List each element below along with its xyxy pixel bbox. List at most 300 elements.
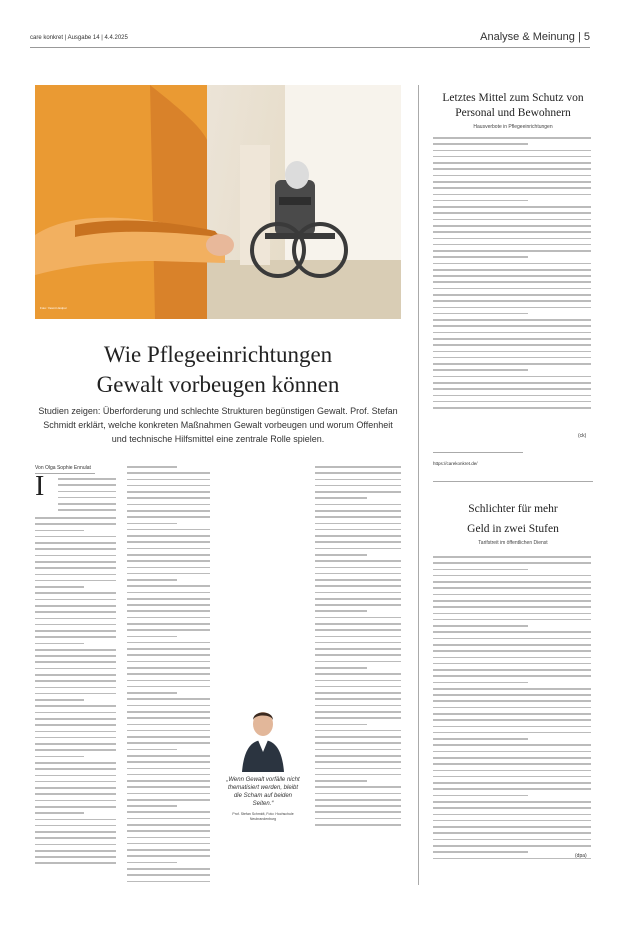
text-line xyxy=(127,761,210,763)
text-line xyxy=(433,332,591,334)
text-line xyxy=(127,868,210,870)
text-line xyxy=(127,673,210,675)
text-line xyxy=(127,830,210,832)
text-line xyxy=(315,648,401,650)
text-line xyxy=(127,686,210,688)
text-line xyxy=(433,143,528,145)
text-line xyxy=(127,567,210,569)
text-line xyxy=(433,395,591,397)
text-line xyxy=(433,788,591,790)
portrait-illustration xyxy=(238,702,288,772)
text-line xyxy=(433,250,591,252)
article-column-3 xyxy=(315,466,401,830)
text-line xyxy=(127,793,210,795)
headline-line-1: Wie Pflegeeinrichtungen xyxy=(103,342,333,367)
headline-line-2: Gewalt vorbeugen können xyxy=(96,372,340,397)
text-line xyxy=(315,680,401,682)
article-lead: Studien zeigen: Überforderung und schlechte Strukturen begünstigen Gewalt. Prof. Stefan Schmidt erklärt, welche konkreten Maßnahmen Gewalt vorbeugen und worum Offenheit und technische Hilfsmittel eine zentrale Rolle spielen. xyxy=(38,406,398,444)
text-line xyxy=(315,730,401,732)
text-line xyxy=(127,648,210,650)
text-line xyxy=(315,560,401,562)
text-line xyxy=(315,598,401,600)
text-line xyxy=(127,837,210,839)
text-line xyxy=(127,711,210,713)
text-line xyxy=(315,768,401,770)
text-line xyxy=(433,719,591,721)
text-line xyxy=(127,881,210,883)
text-line xyxy=(127,485,210,487)
sidebar1-title: Letztes Mittel zum Schutz von Personal und Bewohnern xyxy=(442,92,584,119)
text-line xyxy=(433,382,591,384)
text-line xyxy=(433,669,591,671)
text-line xyxy=(433,613,591,615)
text-line xyxy=(433,275,591,277)
photo-credit: Foto: Yasmin Eslpur xyxy=(40,306,67,310)
text-line xyxy=(433,313,528,315)
article-author: Von Olga Sophie Ennulat xyxy=(35,465,91,471)
article-photo xyxy=(35,85,401,319)
sidebar2-title-line-1: Schlichter für mehr xyxy=(468,503,558,515)
text-line xyxy=(315,811,401,813)
text-line xyxy=(127,516,210,518)
sidebar-separator xyxy=(433,481,593,482)
text-line xyxy=(127,855,210,857)
text-line xyxy=(35,800,116,802)
text-line xyxy=(433,782,591,784)
text-line xyxy=(433,587,591,589)
text-line xyxy=(315,780,367,782)
text-line xyxy=(35,756,84,758)
text-line xyxy=(433,206,591,208)
text-line xyxy=(35,599,116,601)
text-line xyxy=(315,724,367,726)
text-line xyxy=(433,675,591,677)
text-line xyxy=(35,856,116,858)
text-line xyxy=(127,610,210,612)
text-line xyxy=(433,581,591,583)
text-line xyxy=(127,497,210,499)
text-line xyxy=(315,548,401,550)
text-line xyxy=(315,774,401,776)
text-line xyxy=(315,761,401,763)
text-line xyxy=(433,713,591,715)
text-line xyxy=(58,503,116,505)
text-line xyxy=(315,466,401,468)
text-line xyxy=(315,523,401,525)
text-line xyxy=(35,825,116,827)
sidebar2-subtitle: Tarifstreit im öffentlichen Dienst xyxy=(478,540,548,546)
sidebar2-source: (dpa) xyxy=(575,853,587,859)
text-line xyxy=(35,731,116,733)
text-line xyxy=(35,561,116,563)
text-line xyxy=(433,162,591,164)
text-line xyxy=(315,604,401,606)
text-line xyxy=(433,807,591,809)
text-line xyxy=(127,479,210,481)
text-line xyxy=(35,661,116,663)
text-line xyxy=(433,212,591,214)
text-line xyxy=(433,751,591,753)
text-line xyxy=(127,680,210,682)
text-line xyxy=(433,200,528,202)
text-line xyxy=(433,820,591,822)
text-line xyxy=(127,579,177,581)
text-line xyxy=(433,776,591,778)
text-line xyxy=(433,300,591,302)
text-line xyxy=(127,636,177,638)
text-line xyxy=(35,775,116,777)
article-column-1-cont xyxy=(35,517,116,869)
text-line xyxy=(58,478,116,480)
text-line xyxy=(315,661,401,663)
text-line xyxy=(433,694,591,696)
text-line xyxy=(433,801,591,803)
text-line xyxy=(433,263,591,265)
text-line xyxy=(35,618,116,620)
text-line xyxy=(127,560,210,562)
caregiver-wheelchair-illustration xyxy=(35,85,401,319)
text-line xyxy=(127,623,210,625)
text-line xyxy=(315,623,401,625)
text-line xyxy=(433,363,591,365)
text-line xyxy=(433,707,591,709)
text-line xyxy=(315,805,401,807)
text-line xyxy=(127,604,210,606)
text-line xyxy=(35,712,116,714)
text-line xyxy=(433,338,591,340)
text-line xyxy=(35,680,116,682)
text-line xyxy=(433,832,591,834)
text-line xyxy=(127,786,210,788)
text-line xyxy=(35,567,116,569)
text-line xyxy=(433,407,591,409)
text-line xyxy=(433,288,591,290)
text-line xyxy=(35,724,116,726)
text-line xyxy=(433,839,591,841)
text-line xyxy=(35,574,116,576)
text-line xyxy=(35,548,116,550)
text-line xyxy=(127,661,210,663)
text-line xyxy=(433,726,591,728)
text-line xyxy=(58,491,116,493)
text-line xyxy=(35,718,116,720)
text-line xyxy=(127,667,210,669)
text-line xyxy=(433,657,591,659)
text-line xyxy=(433,738,528,740)
text-line xyxy=(127,811,210,813)
text-line xyxy=(433,600,591,602)
article-column-1 xyxy=(58,478,116,516)
text-line xyxy=(433,388,591,390)
text-line xyxy=(58,497,116,499)
text-line xyxy=(127,755,210,757)
text-line xyxy=(433,562,591,564)
text-line xyxy=(433,631,591,633)
text-line xyxy=(35,605,116,607)
sidebar1-body xyxy=(433,137,591,413)
text-line xyxy=(35,737,116,739)
text-line xyxy=(35,655,116,657)
text-line xyxy=(315,529,401,531)
text-line xyxy=(127,573,210,575)
text-line xyxy=(433,826,591,828)
text-line xyxy=(127,705,210,707)
text-line xyxy=(35,630,116,632)
text-line xyxy=(433,556,591,558)
text-line xyxy=(433,619,591,621)
text-line xyxy=(127,698,210,700)
text-line xyxy=(315,711,401,713)
pull-quote: „Wenn Gewalt vorfälle nicht thematisiert werden, bleibt die Scham auf beiden Seiten.“ xyxy=(226,777,300,807)
text-line xyxy=(315,516,401,518)
text-line xyxy=(433,325,591,327)
text-line xyxy=(58,509,116,511)
text-line xyxy=(433,225,591,227)
text-line xyxy=(35,580,116,582)
text-line xyxy=(127,780,210,782)
text-line xyxy=(127,529,210,531)
text-line xyxy=(433,644,591,646)
text-line xyxy=(433,688,591,690)
text-line xyxy=(127,617,210,619)
text-line xyxy=(433,401,591,403)
text-line xyxy=(315,799,401,801)
text-line xyxy=(35,586,84,588)
text-line xyxy=(433,175,591,177)
text-line xyxy=(315,692,401,694)
sidebar1-url-rule xyxy=(433,452,523,453)
text-line xyxy=(433,744,591,746)
text-line xyxy=(315,592,401,594)
text-line xyxy=(433,137,591,139)
drop-cap: I xyxy=(35,471,45,502)
text-line xyxy=(315,786,401,788)
text-line xyxy=(315,504,401,506)
text-line xyxy=(35,530,84,532)
text-line xyxy=(433,638,591,640)
text-line xyxy=(315,472,401,474)
text-line xyxy=(127,736,210,738)
text-line xyxy=(35,768,116,770)
text-line xyxy=(315,485,401,487)
sidebar-divider xyxy=(418,85,419,885)
text-line xyxy=(315,510,401,512)
text-line xyxy=(433,845,591,847)
header-rule xyxy=(30,47,590,48)
text-line xyxy=(433,219,591,221)
text-line xyxy=(315,717,401,719)
text-line xyxy=(433,307,591,309)
text-line xyxy=(35,837,116,839)
text-line xyxy=(127,548,210,550)
text-line xyxy=(433,344,591,346)
text-line xyxy=(315,642,401,644)
text-line xyxy=(35,793,116,795)
text-line xyxy=(35,624,116,626)
text-line xyxy=(35,844,116,846)
text-line xyxy=(315,654,401,656)
sidebar1-url[interactable]: https://carekonkret.de/ xyxy=(433,461,478,466)
text-line xyxy=(35,781,116,783)
portrait-photo xyxy=(238,702,288,772)
text-line xyxy=(35,523,116,525)
text-line xyxy=(127,717,210,719)
text-line xyxy=(433,351,591,353)
text-line xyxy=(127,504,210,506)
text-line xyxy=(433,770,591,772)
text-line xyxy=(433,763,591,765)
text-line xyxy=(127,768,210,770)
article-headline xyxy=(35,340,401,400)
text-line xyxy=(127,629,210,631)
text-line xyxy=(127,554,210,556)
text-line xyxy=(127,849,210,851)
text-line xyxy=(315,479,401,481)
text-line xyxy=(433,700,591,702)
text-line xyxy=(315,705,401,707)
text-line xyxy=(315,736,401,738)
text-line xyxy=(35,542,116,544)
text-line xyxy=(35,862,116,864)
text-line xyxy=(127,874,210,876)
text-line xyxy=(127,799,210,801)
text-line xyxy=(433,319,591,321)
text-line xyxy=(127,749,177,751)
text-line xyxy=(127,824,210,826)
text-line xyxy=(433,244,591,246)
text-line xyxy=(433,575,591,577)
text-line xyxy=(127,592,210,594)
text-line xyxy=(433,357,591,359)
text-line xyxy=(127,654,210,656)
text-line xyxy=(127,862,177,864)
text-line xyxy=(35,749,116,751)
text-line xyxy=(35,611,116,613)
text-line xyxy=(315,610,367,612)
text-line xyxy=(315,541,401,543)
text-line xyxy=(127,541,210,543)
text-line xyxy=(315,579,401,581)
text-line xyxy=(315,573,401,575)
text-line xyxy=(35,819,116,821)
text-line xyxy=(58,484,116,486)
text-line xyxy=(35,636,116,638)
text-line xyxy=(127,642,210,644)
text-line xyxy=(127,535,210,537)
text-line xyxy=(315,673,401,675)
text-line xyxy=(315,585,401,587)
text-line xyxy=(315,749,401,751)
text-line xyxy=(433,650,591,652)
text-line xyxy=(433,187,591,189)
text-line xyxy=(315,535,401,537)
text-line xyxy=(35,787,116,789)
text-line xyxy=(433,294,591,296)
text-line xyxy=(315,686,401,688)
text-line xyxy=(433,281,591,283)
quote-credit: Prof. Stefan Schmidt, Foto: Hochschule Neubrandenburg xyxy=(232,812,294,821)
text-line xyxy=(433,376,591,378)
text-line xyxy=(127,805,177,807)
text-line xyxy=(433,795,528,797)
text-line xyxy=(433,732,591,734)
article-column-2 xyxy=(127,466,210,887)
text-line xyxy=(127,742,210,744)
sidebar2-title-line-2: Geld in zwei Stufen xyxy=(467,523,559,535)
text-line xyxy=(433,594,591,596)
text-line xyxy=(35,555,116,557)
text-line xyxy=(433,851,528,853)
text-line xyxy=(35,668,116,670)
text-line xyxy=(127,730,210,732)
text-line xyxy=(433,757,591,759)
text-line xyxy=(35,643,84,645)
text-line xyxy=(433,168,591,170)
section-page-label: Analyse & Meinung | 5 xyxy=(480,31,590,43)
text-line xyxy=(315,818,401,820)
text-line xyxy=(35,812,84,814)
sidebar1-author: (ck) xyxy=(578,433,587,439)
text-line xyxy=(315,629,401,631)
text-line xyxy=(127,585,210,587)
text-line xyxy=(127,774,210,776)
text-line xyxy=(433,369,528,371)
text-line xyxy=(315,554,367,556)
text-line xyxy=(433,858,591,860)
text-line xyxy=(433,682,528,684)
text-line xyxy=(35,674,116,676)
text-line xyxy=(315,617,401,619)
text-line xyxy=(433,156,591,158)
text-line xyxy=(35,705,116,707)
text-line xyxy=(35,850,116,852)
text-line xyxy=(315,636,401,638)
text-line xyxy=(35,536,116,538)
text-line xyxy=(315,824,401,826)
text-line xyxy=(35,592,116,594)
text-line xyxy=(127,523,177,525)
text-line xyxy=(433,569,528,571)
sidebar1-subtitle: Hausverbote in Pflegeeinrichtungen xyxy=(473,124,553,130)
text-line xyxy=(433,231,591,233)
text-line xyxy=(315,793,401,795)
text-line xyxy=(433,181,591,183)
text-line xyxy=(35,743,116,745)
text-line xyxy=(315,491,401,493)
text-line xyxy=(35,831,116,833)
text-line xyxy=(35,699,84,701)
text-line xyxy=(127,724,210,726)
text-line xyxy=(127,466,177,468)
text-line xyxy=(433,814,591,816)
text-line xyxy=(433,238,591,240)
text-line xyxy=(433,269,591,271)
text-line xyxy=(315,667,367,669)
text-line xyxy=(127,472,210,474)
text-line xyxy=(127,843,210,845)
text-line xyxy=(127,598,210,600)
text-line xyxy=(127,692,177,694)
text-line xyxy=(315,755,401,757)
text-line xyxy=(35,517,116,519)
text-line xyxy=(315,742,401,744)
text-line xyxy=(433,606,591,608)
sidebar2-body xyxy=(433,556,591,864)
text-line xyxy=(315,698,401,700)
text-line xyxy=(35,687,116,689)
text-line xyxy=(35,806,116,808)
text-line xyxy=(127,491,210,493)
